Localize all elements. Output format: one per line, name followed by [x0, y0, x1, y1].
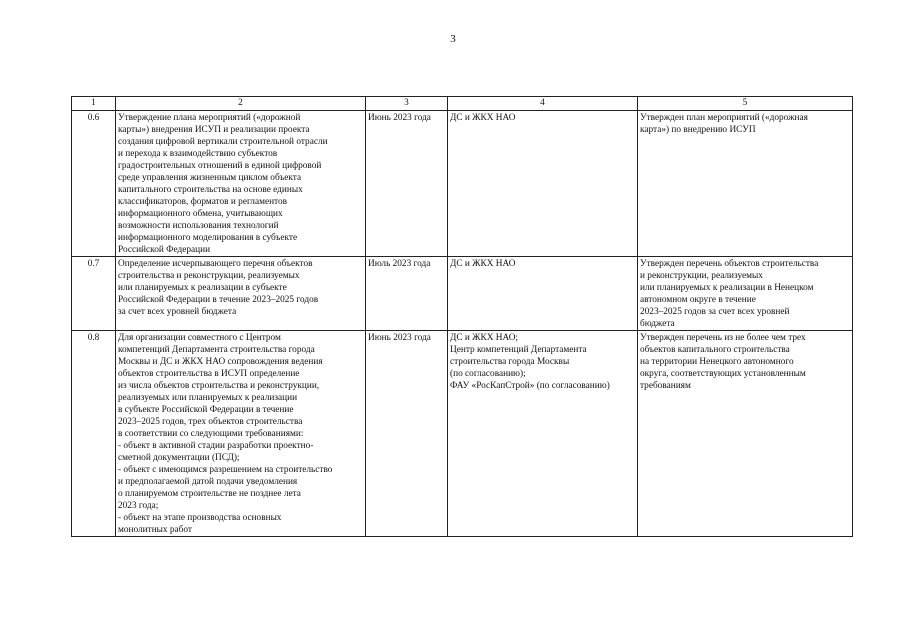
- text-line: или планируемых к реализации в Ненецком: [640, 283, 814, 293]
- text-line: требованиям: [640, 381, 691, 391]
- text-line: Утвержден план мероприятий («дорожная: [640, 113, 808, 123]
- text-line: и перехода к взаимодействию субъектов: [118, 149, 278, 159]
- item-deadline: Июнь 2023 года: [366, 111, 448, 257]
- text-line: 2023 года;: [118, 501, 159, 511]
- text-line: бюджета: [640, 319, 675, 329]
- table-row: [72, 257, 853, 331]
- item-description: [116, 111, 366, 257]
- item-number: 0.7: [72, 257, 116, 331]
- text-line: и реконструкции, реализуемых: [640, 271, 763, 281]
- text-line: Утвержден перечень объектов строительства: [640, 259, 819, 269]
- action-plan-table: [71, 96, 853, 537]
- item-description: [116, 331, 366, 537]
- text-line: - объект в активной стадии разработки проектно-: [118, 441, 314, 451]
- table-header-row: [72, 97, 853, 111]
- text-line: Определение исчерпывающего перечня объектов: [118, 259, 313, 269]
- item-responsible: [448, 331, 638, 537]
- text-line: и предполагаемой датой подачи уведомления: [118, 477, 298, 487]
- text-line: - объект на этапе производства основных: [118, 513, 282, 523]
- text-line: карты») внедрения ИСУП и реализации проекта: [118, 125, 310, 135]
- text-line: среде управления жизненным циклом объекта: [118, 173, 302, 183]
- text-line: в соответствии со следующими требованиями:: [118, 429, 304, 439]
- text-line: объектов капитального строительства: [640, 345, 790, 355]
- text-line: возможности использования технологий: [118, 221, 279, 231]
- text-line: (по согласованию);: [450, 369, 526, 379]
- text-line: Утверждение плана мероприятий («дорожной: [118, 113, 301, 123]
- text-line: информационного моделирования в субъекте: [118, 233, 298, 243]
- text-line: в субъекте Российской Федерации в течение: [118, 405, 294, 415]
- text-line: о планируемом строительстве не позднее лета: [118, 489, 301, 499]
- text-line: или планируемых к реализации в субъекте: [118, 283, 287, 293]
- item-result: [638, 331, 853, 537]
- column-header: 1: [72, 97, 116, 111]
- item-responsible: [448, 257, 638, 331]
- text-line: сметной документации (ПСД);: [118, 453, 240, 463]
- item-number: 0.6: [72, 111, 116, 257]
- column-header: 4: [448, 97, 638, 111]
- text-line: за счет всех уровней бюджета: [118, 307, 237, 317]
- table-row: [72, 331, 853, 537]
- text-line: объектов строительства в ИСУП определение: [118, 369, 300, 379]
- item-result: [638, 257, 853, 331]
- text-line: капитального строительства на основе единых: [118, 185, 303, 195]
- text-line: Москвы и ДС и ЖКХ НАО сопровождения ведения: [118, 357, 323, 367]
- column-header: 2: [116, 97, 366, 111]
- text-line: Российской Федерации в течение 2023–2025 годов: [118, 295, 319, 305]
- text-line: Центр компетенций Департамента: [450, 345, 587, 355]
- text-line: строительства города Москвы: [450, 357, 570, 367]
- text-line: 2023–2025 годов, трех объектов строительства: [118, 417, 303, 427]
- text-line: - объект с имеющимся разрешением на строительство: [118, 465, 333, 475]
- item-deadline: Июнь 2023 года: [366, 331, 448, 537]
- item-number: 0.8: [72, 331, 116, 537]
- text-line: монолитных работ: [118, 525, 192, 535]
- text-line: информационного обмена, учитывающих: [118, 209, 283, 219]
- page-number: 3: [450, 33, 456, 45]
- text-line: ДС и ЖКХ НАО: [450, 259, 516, 269]
- text-line: из числа объектов строительства и реконструкции,: [118, 381, 320, 391]
- text-line: создания цифровой вертикали строительной отрасли: [118, 137, 328, 147]
- text-line: карта») по внедрению ИСУП: [640, 125, 756, 135]
- text-line: Российской Федерации: [118, 245, 211, 255]
- text-line: ДС и ЖКХ НАО;: [450, 333, 518, 343]
- text-line: округа, соответствующих установленным: [640, 369, 806, 379]
- column-header: 3: [366, 97, 448, 111]
- text-line: строительства и реконструкции, реализуемых: [118, 271, 300, 281]
- text-line: ДС и ЖКХ НАО: [450, 113, 516, 123]
- item-result: [638, 111, 853, 257]
- item-responsible: [448, 111, 638, 257]
- text-line: компетенций Департамента строительства города: [118, 345, 315, 355]
- text-line: автономном округе в течение: [640, 295, 756, 305]
- text-line: ФАУ «РосКапСтрой» (по согласованию): [450, 381, 610, 391]
- item-description: [116, 257, 366, 331]
- table-row: [72, 111, 853, 257]
- text-line: Утвержден перечень из не более чем трех: [640, 333, 806, 343]
- text-line: Для организации совместного с Центром: [118, 333, 281, 343]
- text-line: градостроительных отношений в единой цифровой: [118, 161, 322, 171]
- text-line: классификаторов, форматов и регламентов: [118, 197, 288, 207]
- text-line: реализуемых или планируемых к реализации: [118, 393, 298, 403]
- item-deadline: Июль 2023 года: [366, 257, 448, 331]
- column-header: 5: [638, 97, 853, 111]
- text-line: на территории Ненецкого автономного: [640, 357, 794, 367]
- text-line: 2023–2025 годов за счет всех уровней: [640, 307, 790, 317]
